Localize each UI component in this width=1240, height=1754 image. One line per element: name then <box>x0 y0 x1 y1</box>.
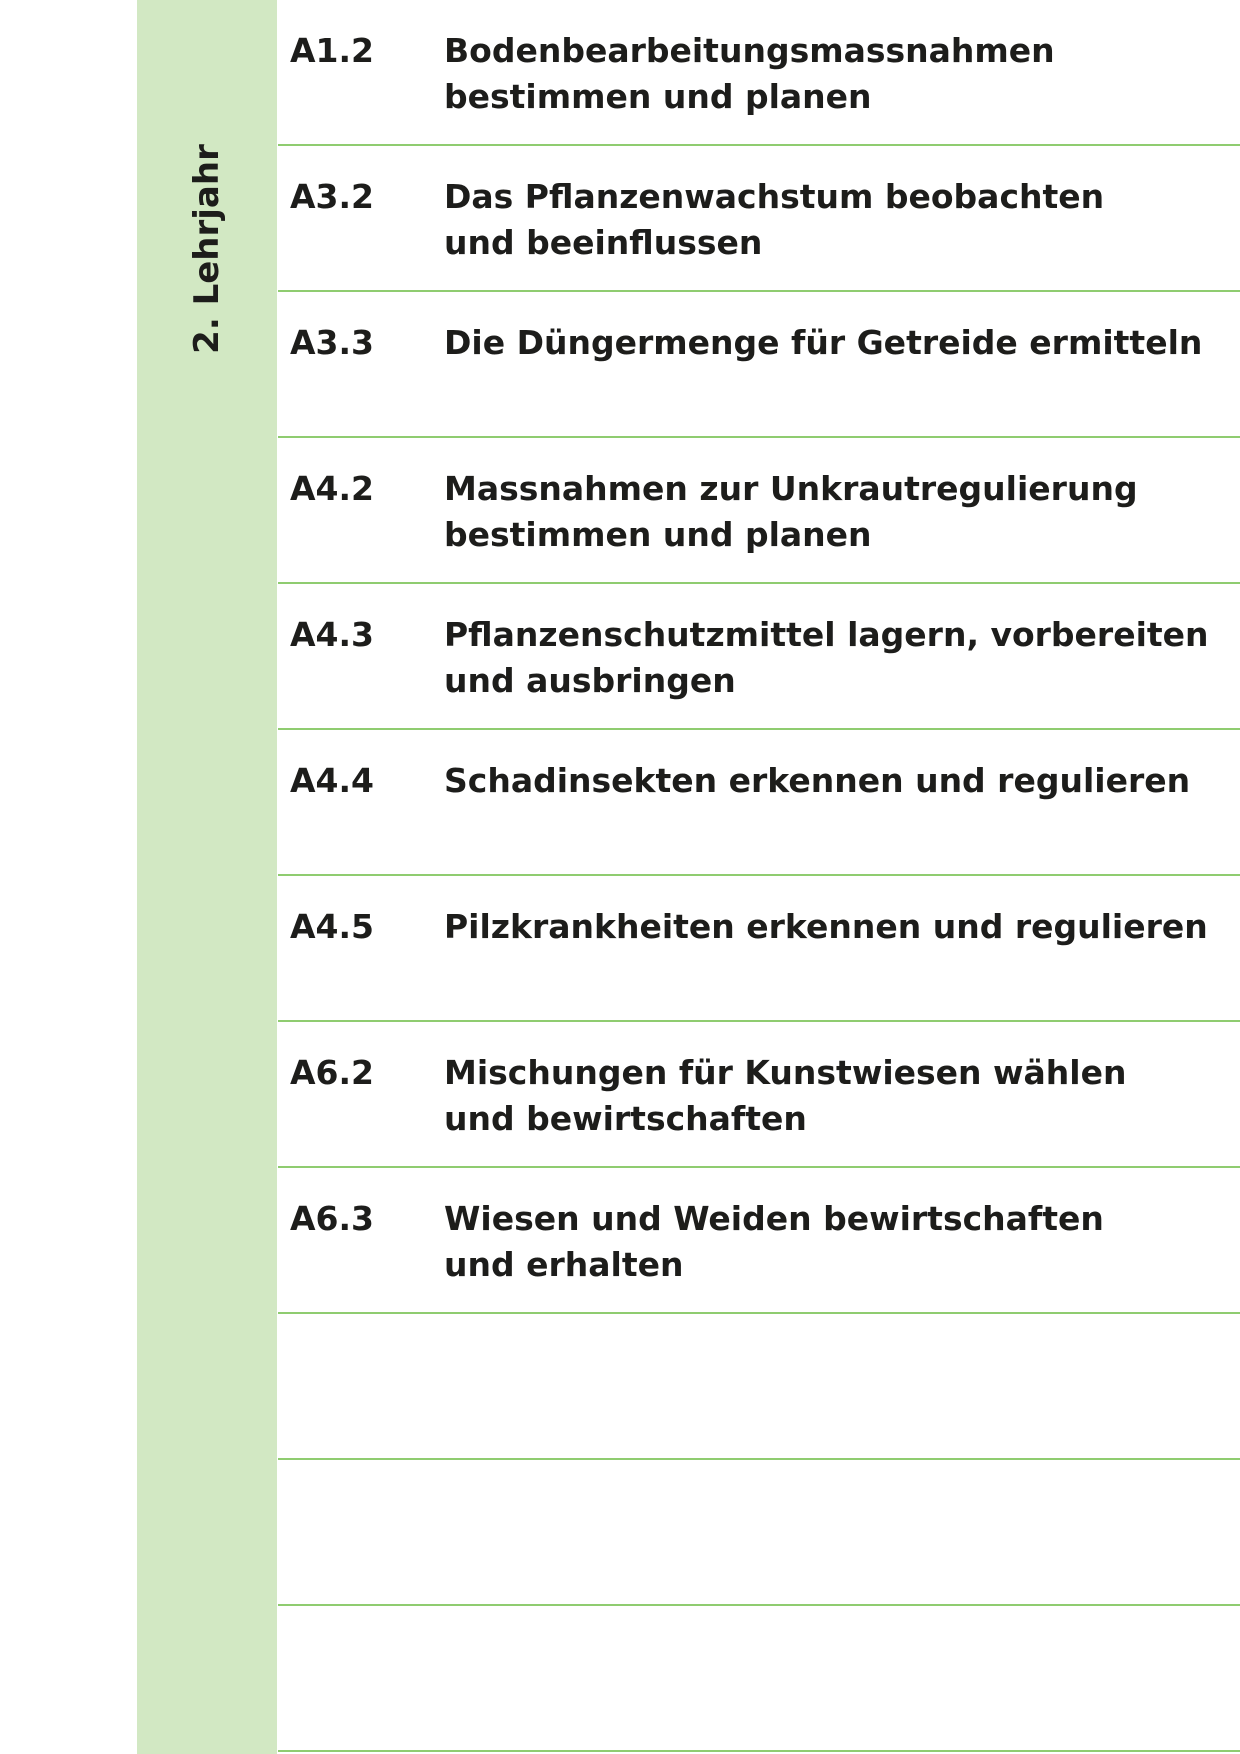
table-row <box>278 1460 1240 1606</box>
module-code: A4.4 <box>290 761 374 800</box>
table-row <box>278 1022 1240 1168</box>
table-row <box>278 1314 1240 1460</box>
module-title-line: Pflanzenschutzmittel lagern, vorbereiten <box>444 615 1209 654</box>
table-row <box>278 0 1240 146</box>
module-title-line: und bewirtschaften <box>444 1099 807 1138</box>
module-title <box>444 758 1224 804</box>
module-code: A3.2 <box>290 177 374 216</box>
table-row <box>278 1606 1240 1752</box>
module-code: A1.2 <box>290 31 374 70</box>
module-title-line: bestimmen und planen <box>444 77 872 116</box>
module-code: A6.2 <box>290 1053 374 1092</box>
table-row <box>278 730 1240 876</box>
module-title <box>444 1050 1224 1142</box>
table-row <box>278 146 1240 292</box>
table-row <box>278 584 1240 730</box>
module-code: A3.3 <box>290 323 374 362</box>
module-title-line: Massnahmen zur Unkrautregulierung <box>444 469 1138 508</box>
module-title <box>444 612 1224 704</box>
module-code: A4.5 <box>290 907 374 946</box>
module-title-line: Die Düngermenge für Getreide ermitteln <box>444 323 1203 362</box>
module-title-line: und erhalten <box>444 1245 684 1284</box>
module-table <box>278 0 1240 1752</box>
module-title <box>444 466 1224 558</box>
table-row <box>278 1168 1240 1314</box>
table-row <box>278 876 1240 1022</box>
module-title <box>444 904 1224 950</box>
module-title-line: Pilzkrankheiten erkennen und regulieren <box>444 907 1208 946</box>
table-row <box>278 438 1240 584</box>
module-title-line: und beeinflussen <box>444 223 763 262</box>
module-title-line: Wiesen und Weiden bewirtschaften <box>444 1199 1104 1238</box>
year-label: 2. Lehrjahr <box>187 144 227 354</box>
module-title-line: Mischungen für Kunstwiesen wählen <box>444 1053 1127 1092</box>
module-title-line: Bodenbearbeitungsmassnahmen <box>444 31 1055 70</box>
module-code: A6.3 <box>290 1199 374 1238</box>
module-code: A4.2 <box>290 469 374 508</box>
table-row <box>278 292 1240 438</box>
module-title <box>444 174 1224 266</box>
module-title <box>444 1196 1224 1288</box>
module-title-line: Das Pflanzenwachstum beobachten <box>444 177 1105 216</box>
module-title-line: bestimmen und planen <box>444 515 872 554</box>
module-title <box>444 28 1224 120</box>
module-code: A4.3 <box>290 615 374 654</box>
module-title-line: Schadinsekten erkennen und regulieren <box>444 761 1191 800</box>
module-title-line: und ausbringen <box>444 661 736 700</box>
module-title <box>444 320 1224 366</box>
